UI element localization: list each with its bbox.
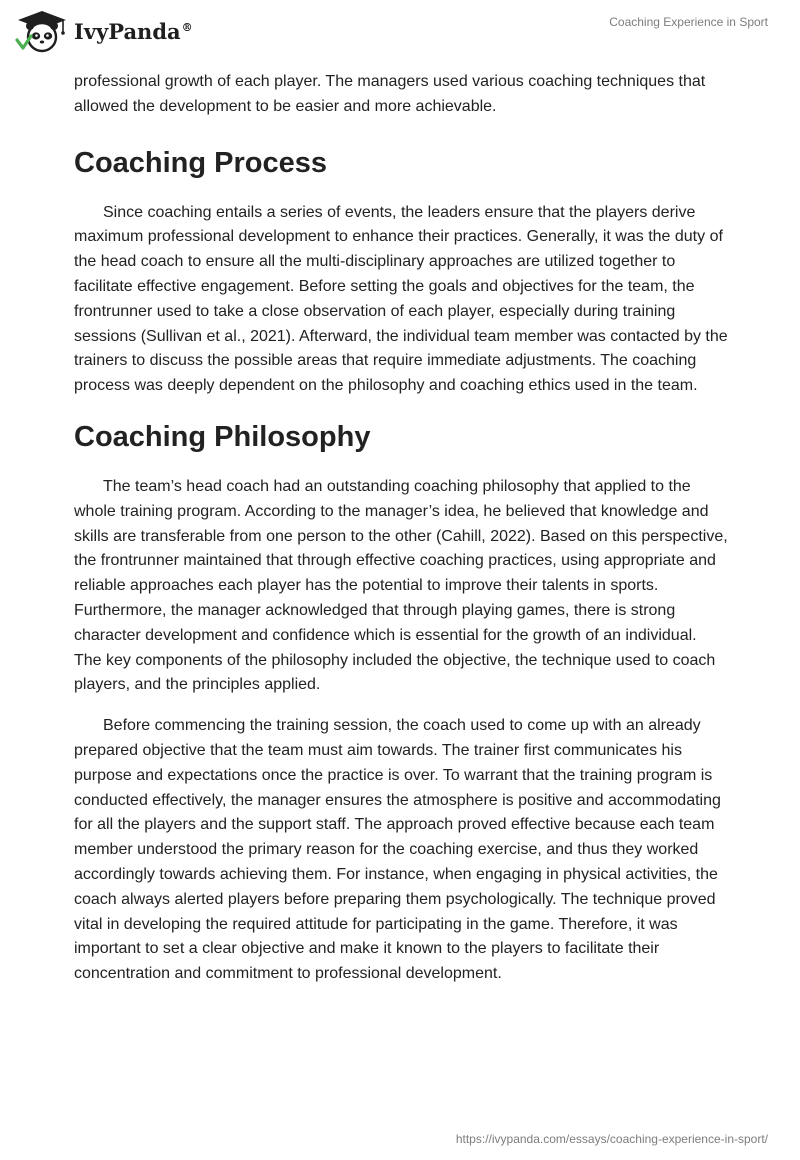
- registered-mark: ®: [181, 21, 193, 34]
- article-body: [74, 70, 728, 987]
- panda-graduate-icon: [14, 10, 70, 54]
- heading-coaching-philosophy: Coaching Philosophy: [74, 420, 371, 453]
- paragraph-coaching-process: Since coaching entails a series of events, the leaders ensure that the players derive maximum professional development to enhance their practices. Generally, it was the duty of the head coach to ensure all the multi-disciplinary approaches are utilized together to facilitate effective engagement. Before setting the goals and objectives for the team, the frontrunner used to take a close observation of each player, especially during training sessions (Sullivan et al., 2021). Afterward, the individual team member was contacted by the trainers to discuss the possible areas that require immediate adjustments. The coaching process was deeply dependent on the philosophy and coaching ethics used in the team.: [74, 203, 728, 395]
- source-url-link[interactable]: https://ivypanda.com/essays/coaching-experience-in-sport/: [455, 1132, 768, 1146]
- ivypanda-logo[interactable]: [14, 10, 214, 54]
- brand-name: [74, 19, 193, 44]
- document-title: Coaching Experience in Sport: [609, 15, 768, 29]
- paragraph-philosophy-2: Before commencing the training session, the coach used to come up with an already prepared objective that the team must aim towards. The trainer first communicates his purpose and expectations once the practice is over. To warrant that the training program is conducted effectively, the manager ensures the atmosphere is positive and accommodating for all the players and the support staff. The approach proved effective because each team member understood the primary reason for the coaching exercise, and thus they worked accordingly towards achieving them. For instance, when engaging in physical activities, the coach always alerted players before preparing them psychologically. The technique proved vital in developing the required attitude for participating in the game. Therefore, it was important to set a clear objective and make it known to the players to facilitate their concentration and commitment to professional development.: [74, 717, 721, 983]
- page-header: [0, 0, 800, 66]
- paragraph-philosophy-1: The team’s head coach had an outstanding coaching philosophy that applied to the whole training program. According to the manager’s idea, he believed that knowledge and skills are transferable from one person to the other (Cahill, 2022). Based on this perspective, the frontrunner maintained that through effective coaching practices, using appropriate and reliable approaches each player has the potential to improve their talents in sports. Furthermore, the manager acknowledged that through playing games, there is strong character development and confidence which is essential for the growth of an individual. The key components of the philosophy included the objective, the technique used to coach players, and the principles applied.: [74, 477, 728, 694]
- heading-coaching-process: Coaching Process: [74, 146, 328, 179]
- brand-label: IvyPanda: [74, 19, 181, 44]
- intro-paragraph: professional growth of each player. The managers used various coaching techniques that allowed the development to be easier and more achievable.: [74, 73, 706, 115]
